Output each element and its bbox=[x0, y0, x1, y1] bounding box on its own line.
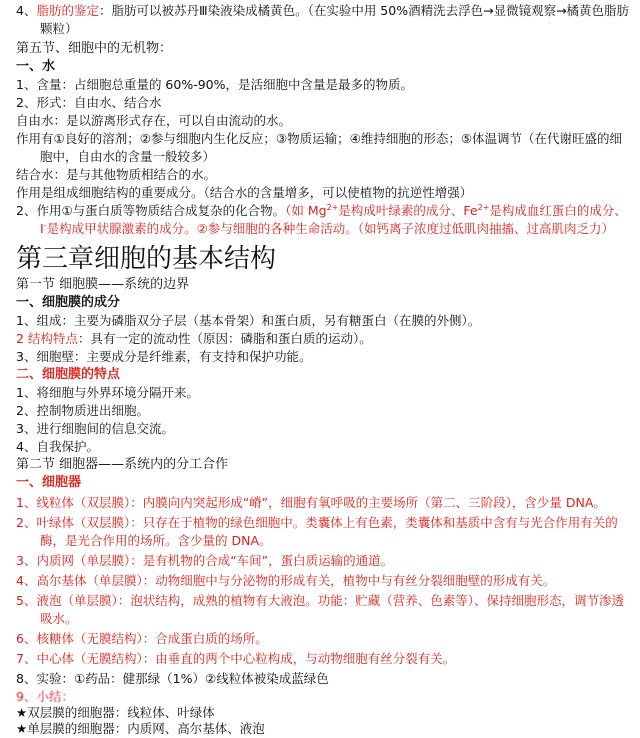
text-span: （如 Mg bbox=[285, 203, 327, 218]
inorganic-function-text bbox=[16, 202, 630, 238]
superscript: 2+ bbox=[326, 202, 339, 212]
text-line: 1、含量：占细胞总重量的 60%-90%，是活细胞中含量是最多的物质。 bbox=[16, 77, 414, 92]
structure-feature-text bbox=[16, 330, 630, 348]
section-heading: 第二节 细胞器——系统内的分工合作 bbox=[16, 457, 229, 472]
free-water-function-text: 作用有①良好的溶剂；②参与细胞内生化反应；③物质运输；④维持细胞的形态；⑤体温调节（在代谢旺盛的细胞中，自由水的含量一般较多） bbox=[16, 131, 623, 164]
superscript: - bbox=[43, 220, 47, 230]
text-line: 自由水：是以游离形式存在，可以自由流动的水。 bbox=[16, 113, 292, 128]
superscript: 2+ bbox=[477, 202, 490, 212]
summary-single-membrane: ★单层膜的细胞器：内质网、高尔基体、液泡 bbox=[16, 721, 265, 736]
fat-identification-text bbox=[16, 2, 630, 38]
text-line: 作用是组成细胞结构的重要成分。（结合水的含量增多，可以使植物的抗逆性增强） bbox=[16, 185, 473, 200]
text-line: 3、细胞壁：主要成分是纤维素，有支持和保护功能。 bbox=[16, 349, 312, 364]
text-line: 2、形式：自由水、结合水 bbox=[16, 95, 162, 110]
organelle-ribosome: 6、核糖体（无膜结构）：合成蛋白质的场所。 bbox=[16, 631, 268, 646]
item-number: 4、 bbox=[16, 3, 37, 18]
red-term: 2 结构特点 bbox=[16, 331, 78, 346]
organelle-chloroplast: 2、叶绿体（双层膜）：只存在于植物的绿色细胞中。类囊体上有色素，类囊体和基质中含有与光合作用有关的酶，是光合作用的场所。含少量的 DNA。 bbox=[16, 515, 618, 548]
organelle-vacuole: 5、液泡（单层膜）：泡状结构，成熟的植物有大液泡。功能：贮藏（营养、色素等）、保持细胞形态，调节渗透吸水。 bbox=[16, 593, 624, 626]
text-line: 4、自我保护。 bbox=[16, 439, 99, 454]
text-line: 1、将细胞与外界环境分隔开来。 bbox=[16, 385, 199, 400]
text-span: ：具有一定的流动性（原因：磷脂和蛋白质的运动）。 bbox=[77, 331, 372, 346]
summary-heading: 9、小结： bbox=[16, 689, 74, 704]
text-span: 是构成血红蛋白的成分、I bbox=[40, 203, 627, 236]
section-heading: 第五节、细胞中的无机物： bbox=[16, 41, 173, 56]
summary-double-membrane: ★双层膜的细胞器：线粒体、叶绿体 bbox=[16, 705, 215, 720]
subheading-organelles: 一、细胞器 bbox=[16, 475, 82, 490]
chapter-title: 第三章细胞的基本结构 bbox=[16, 244, 277, 274]
organelle-mitochondria: 1、线粒体（双层膜）：内膜向内突起形成“嵴”，细胞有氧呼吸的主要场所（第二、三阶段），含少量 DNA。 bbox=[16, 495, 606, 510]
experiment-text: 8、实验：①药品：健那绿（1%）②线粒体被染成蓝绿色 bbox=[16, 671, 329, 686]
text-line: 2、控制物质进出细胞。 bbox=[16, 403, 149, 418]
text-span: 是构成甲状腺激素的成分。②参与细胞的各种生命活动。（如钙离子浓度过低肌肉抽搐、过高肌肉乏力） bbox=[46, 221, 615, 236]
organelle-centrosome: 7、中心体（无膜结构）：由垂直的两个中心粒构成，与动物细胞有丝分裂有关。 bbox=[16, 651, 456, 666]
text-line: 结合水：是与其他物质相结合的水。 bbox=[16, 167, 217, 182]
text-span: ：脂肪可以被苏丹Ⅲ染液染成橘黄色。（在实验中用 50%酒精洗去浮色→显微镜观察→橘黄色脂肪颗粒） bbox=[40, 3, 630, 36]
subheading-water: 一、水 bbox=[16, 59, 56, 74]
text-span: 2、作用①与蛋白质等物质结合成复杂的化合物。 bbox=[16, 203, 286, 218]
text-line: 3、进行细胞间的信息交流。 bbox=[16, 421, 174, 436]
text-span: 是构成叶绿素的成分、Fe bbox=[338, 203, 478, 218]
organelle-golgi: 4、高尔基体（单层膜）：动物细胞中与分泌物的形成有关，植物中与有丝分裂细胞壁的形成有关。 bbox=[16, 573, 556, 588]
organelle-er: 3、内质网（单层膜）：是有机物的合成“车间”，蛋白质运输的通道。 bbox=[16, 553, 394, 568]
text-line: 1、组成：主要为磷脂双分子层（基本骨架）和蛋白质，另有糖蛋白（在膜的外侧）。 bbox=[16, 313, 481, 328]
subheading-membrane-composition: 一、细胞膜的成分 bbox=[16, 295, 121, 310]
section-heading: 第一节 细胞膜——系统的边界 bbox=[16, 277, 190, 292]
red-term: 脂肪的鉴定 bbox=[36, 3, 99, 18]
subheading-membrane-features: 二、细胞膜的特点 bbox=[16, 367, 121, 382]
